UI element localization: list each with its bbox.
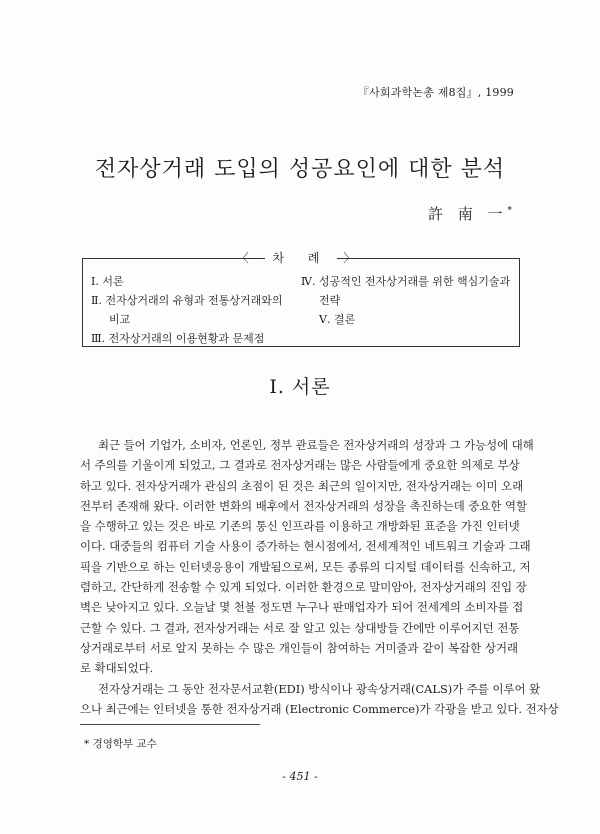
body-line: 로 확대되었다. [80, 661, 154, 676]
toc-item-continuation: 전략 [319, 294, 341, 307]
toc-item: Ⅲ. 전자상거래의 이용현황과 문제점 [91, 332, 265, 345]
page-number: - 451 - [282, 770, 318, 783]
toc-item: Ⅱ. 전자상거래의 유형과 전통상거래와의 [91, 294, 283, 307]
body-line: 최근 들어 기업가, 소비자, 언론인, 정부 관료들은 전자상거래의 성장과 그 가능성에 대해 [98, 438, 534, 452]
table-of-contents [82, 251, 520, 347]
toc-item: Ⅰ. 서론 [91, 275, 124, 288]
toc-left-column [91, 272, 301, 348]
toc-item-continuation: 비교 [109, 313, 131, 326]
body-line: 을 수행하고 있는 것은 바로 기존의 통신 인프라를 이용하고 개방화된 표준을 가진 인터넷 [80, 519, 520, 534]
toc-heading-text: 차 례 [272, 251, 330, 265]
body-line: 으나 최근에는 인터넷을 통한 전자상거래 (Electronic Commerce)가 각광을 받고 있다. 전자상 [80, 701, 559, 716]
body-line: 픽을 기반으로 하는 인터넷응용이 개발됨으로써, 모든 종류의 디지털 데이터를 신속하고, 저 [80, 559, 531, 574]
body-line: 이다. 대중들의 컴퓨터 기술 사용이 증가하는 현시점에서, 전세계적인 네트워크 기술과 그래 [80, 539, 531, 554]
author-footnote-mark: * [507, 206, 512, 216]
body-line: 상거래로부터 서로 알지 못하는 수 많은 개인들이 참여하는 거미줄과 같이 복잡한 상거래 [80, 640, 518, 655]
author-line [428, 203, 512, 224]
toc-item: Ⅴ. 결론 [319, 313, 356, 326]
body-line: 서 주의를 기울이게 되었고, 그 결과로 전자상거래는 많은 사람들에게 중요한 의제로 부상 [80, 458, 520, 473]
body-line: 근할 수 있다. 그 결과, 전자상거래는 서로 잘 알고 있는 상대방들 간에만 이루어지던 전통 [80, 620, 520, 635]
body-line: 전자상거래는 그 동안 전자문서교환(EDI) 방식이나 광속상거래(CALS)가 주를 이루어 왔 [98, 681, 541, 696]
body-line: 벽은 낮아지고 있다. 오늘날 몇 천불 정도면 누구나 판매업자가 되어 전세계의 소비자를 접 [80, 600, 524, 615]
body-line: 렴하고, 간단하게 전송할 수 있게 되었다. 이러한 환경으로 말미암아, 전자상거래의 진입 장 [80, 580, 527, 595]
toc-right-column [301, 272, 516, 329]
footnote-rule [80, 724, 260, 725]
paper-title: 전자상거래 도입의 성공요인에 대한 분석 [94, 157, 506, 182]
toc-heading: 〈 차 례 〉 [236, 251, 366, 265]
journal-reference: 『사회과학논총 제8집』, 1999 [357, 86, 514, 99]
section-heading: Ⅰ. 서론 [269, 376, 331, 398]
body-line: 하고 있다. 전자상거래가 관심의 초점이 된 것은 최근의 일이지만, 전자상거래는 이미 오래 [80, 478, 524, 493]
toc-item: Ⅳ. 성공적인 전자상거래를 위한 핵심기술과 [301, 275, 511, 288]
body-text [80, 435, 559, 719]
body-line: 전부터 존재해 왔다. 이러한 변화의 배후에서 전자상거래의 성장을 촉진하는데 중요한 역할 [80, 498, 527, 513]
footnote: * 경영학부 교수 [84, 738, 157, 750]
author-name: 許 南 一 [427, 205, 508, 223]
